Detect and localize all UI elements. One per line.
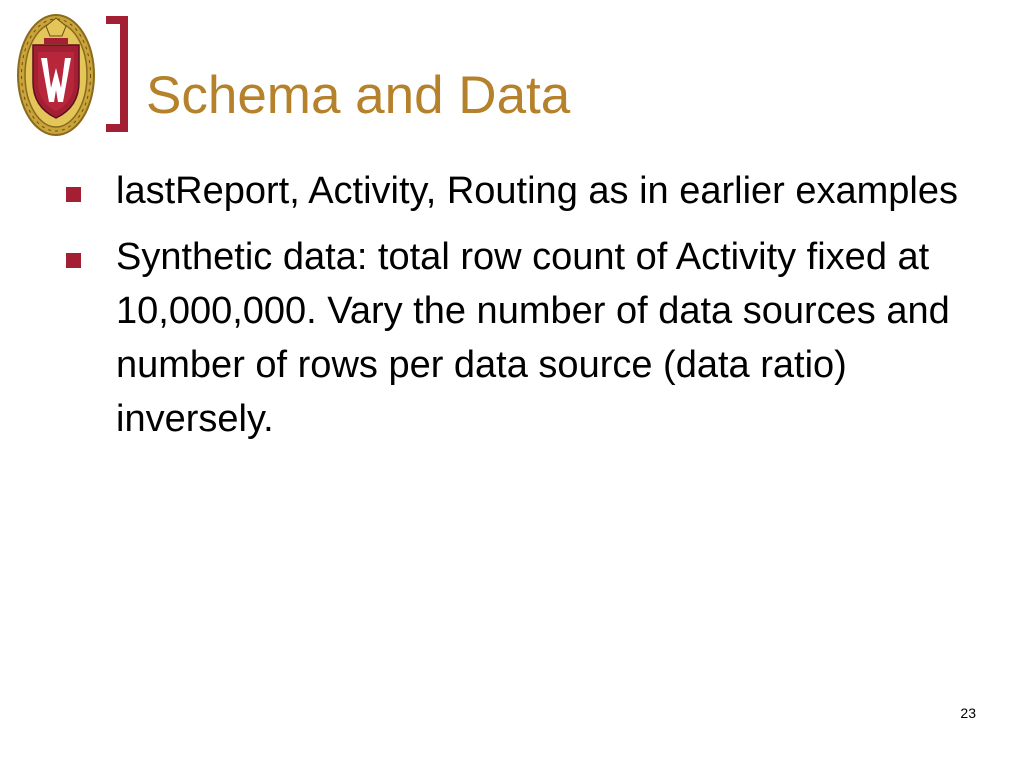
- uw-crest-icon: [16, 12, 96, 138]
- page-number: 23: [960, 705, 976, 721]
- bullet-item: [66, 164, 966, 218]
- square-bullet-icon: [66, 253, 81, 268]
- slide-title: Schema and Data: [146, 66, 571, 125]
- square-bullet-icon: [66, 187, 81, 202]
- bullet-text: lastReport, Activity, Routing as in earlier examples: [116, 170, 958, 212]
- bullet-text: Synthetic data: total row count of Activity fixed at 10,000,000. Vary the number of data sources and number of rows per data source (data ratio) inversely.: [116, 236, 950, 440]
- bullet-item: [66, 230, 966, 446]
- red-bracket-icon: [100, 12, 134, 136]
- bullet-list: [66, 164, 966, 458]
